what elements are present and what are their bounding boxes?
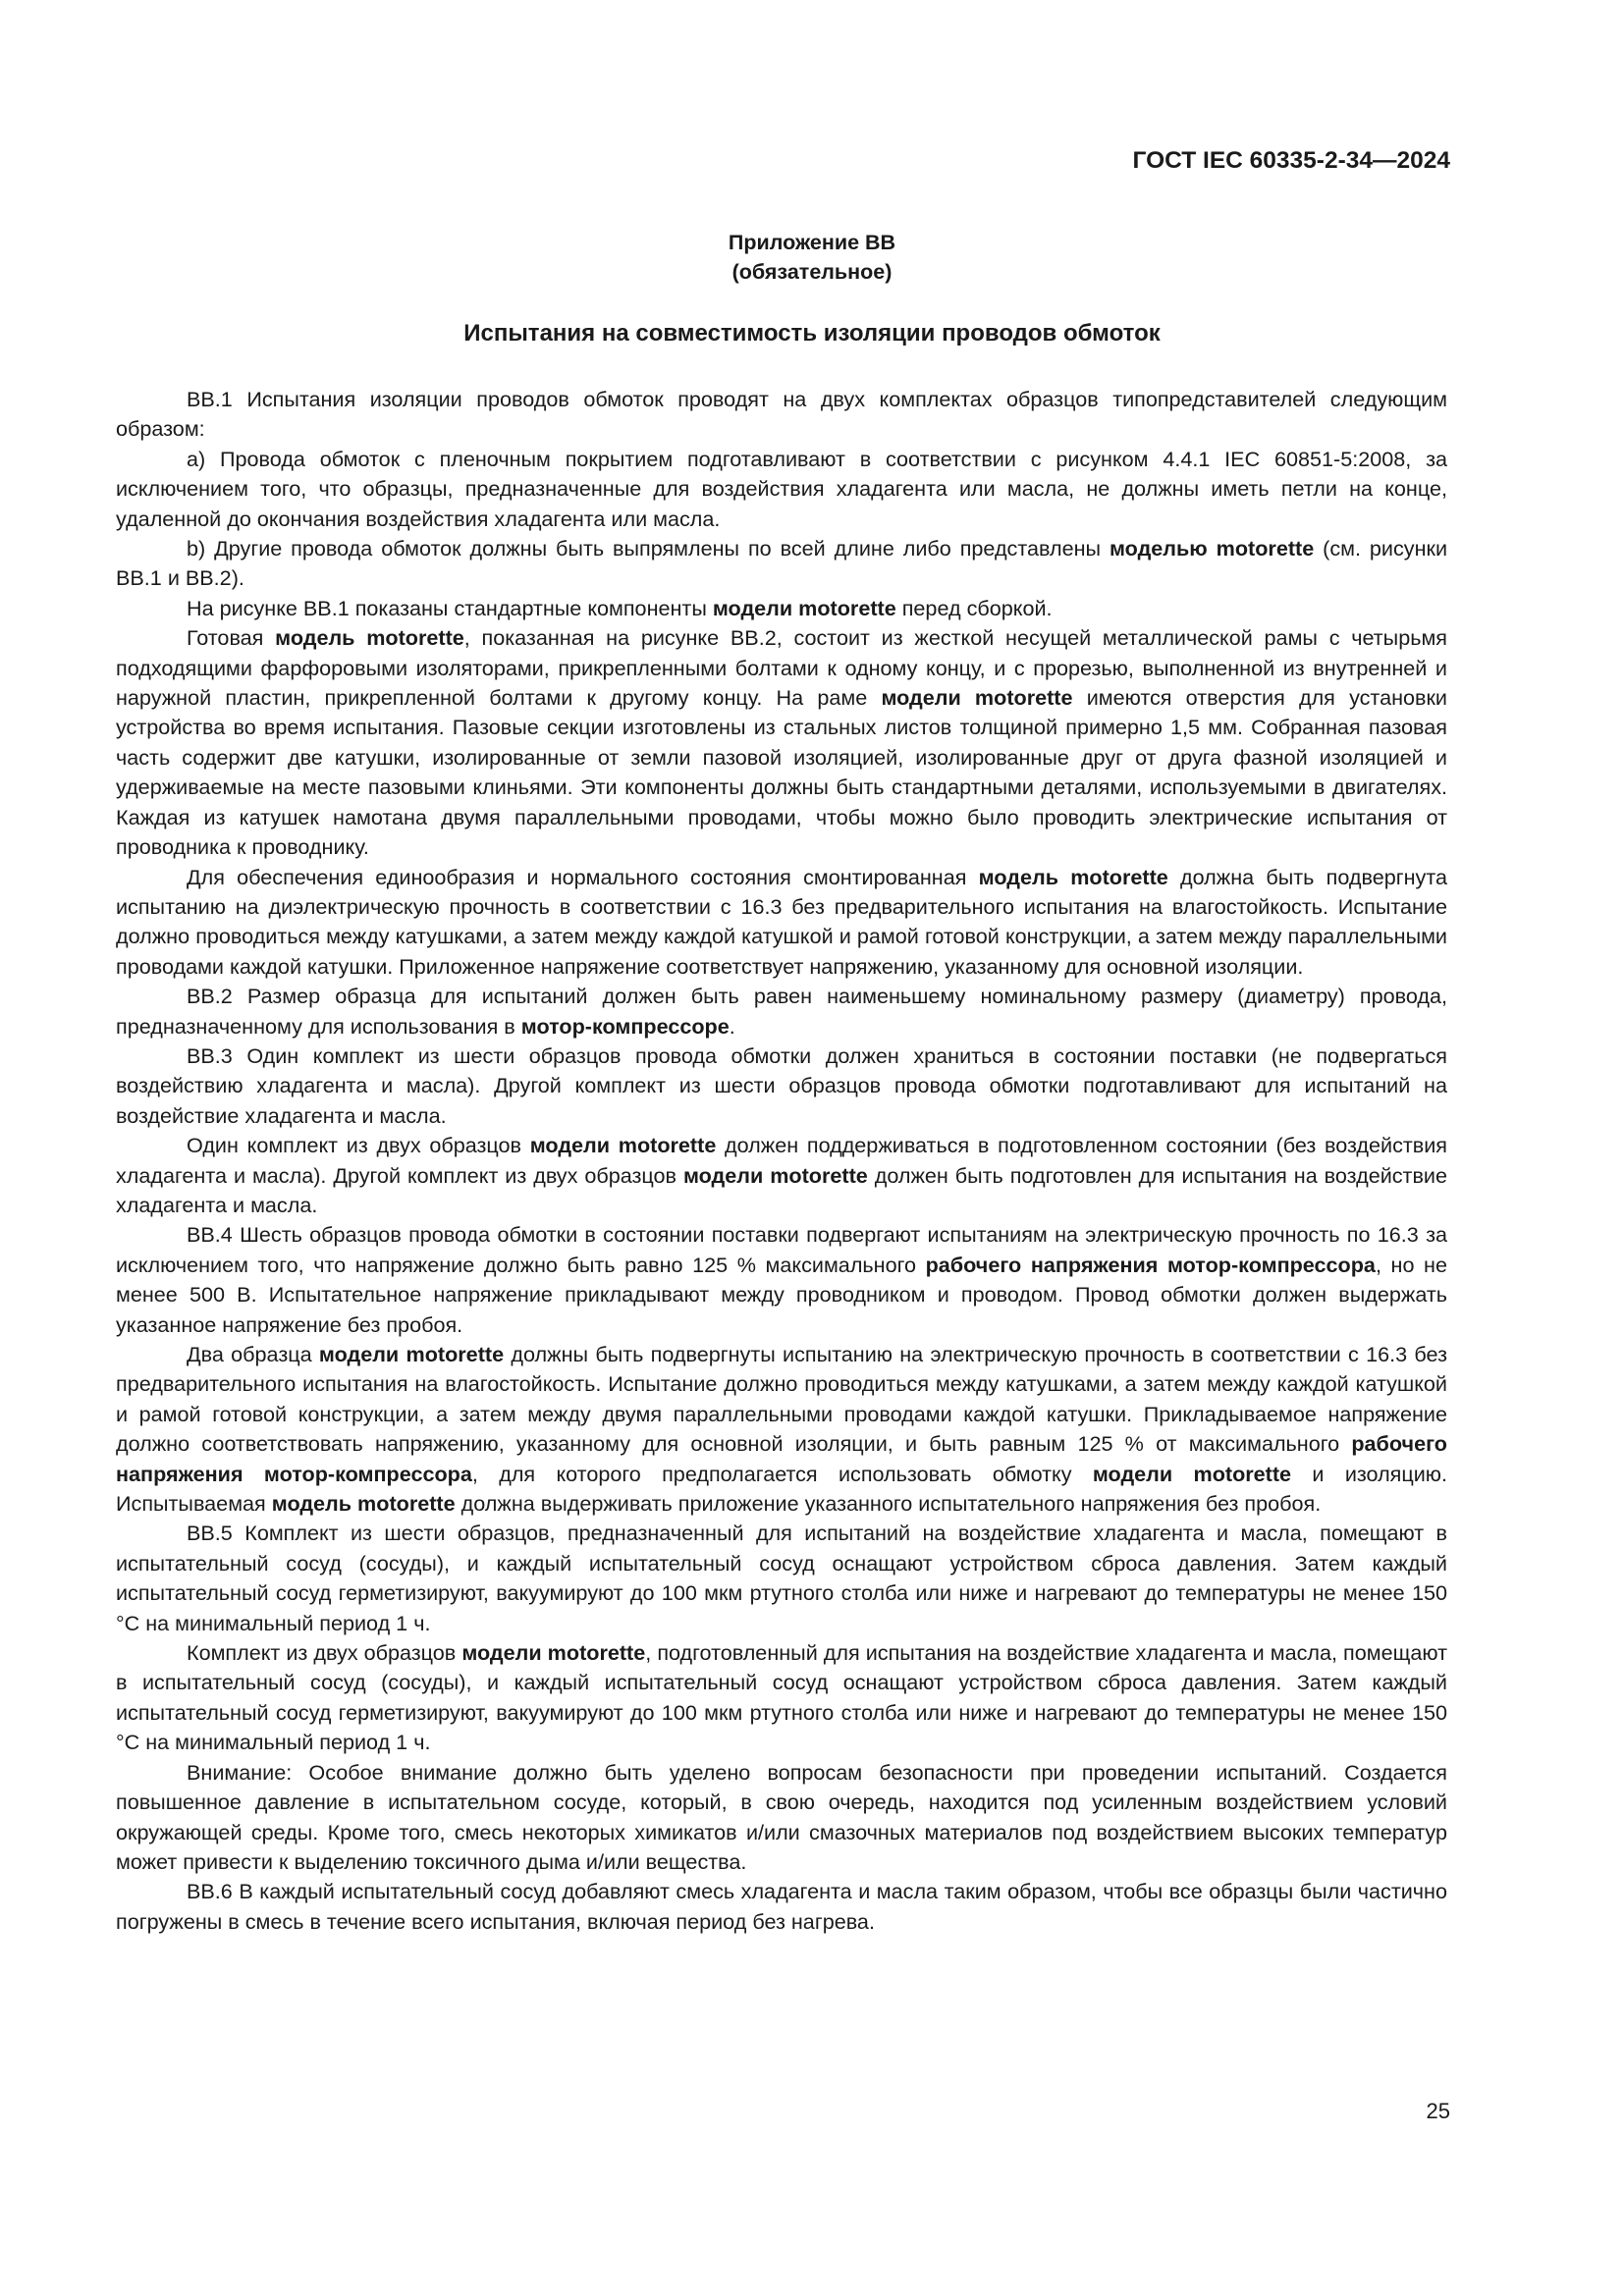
paragraph-bb1-b: b) Другие провода обмоток должны быть выпрямлены по всей длине либо представлены моделью motorette (см. рисунки ВВ.1 и ВВ.2). xyxy=(116,536,1448,591)
paragraph-bb5-motorette: Комплект из двух образцов модели motorette, подготовленный для испытания на воздействие хладагента и масла, помещают в испытательный сосуд (сосуды), и каждый испытательный сосуд оснащают устройством сброса давления. Затем каждый испытательный сосуд герметизируют, вакуумируют до 100 мкм ртутного столба или ниже и нагревают до температуры не менее 150 °С на минимальный период 1 ч. xyxy=(116,1640,1447,1755)
paragraph-uniformity: Для обеспечения единообразия и нормального состояния смонтированная модель motorette должна быть подвергнута испытанию на диэлектрическую прочность в соответствии с 16.3 без предварительного испытания на влагостойкость. Испытание должно проводиться между катушками, а затем между каждой катушкой и рамой готовой конструкции, а затем между параллельными проводами каждой катушки. Приложенное напряжение соответствует напряжению, указанному для основной изоляции. xyxy=(116,864,1447,979)
paragraph-bb4-motorette: Два образца модели motorette должны быть подвергнуты испытанию на электрическую прочность в соответствии с 16.3 без предварительного испытания на влагостойкость. Испытание должно проводиться между катушками, а затем между каждой катушкой и рамой готовой конструкции, а затем между двумя параллельными проводами каждой катушки. Прикладываемое напряжение должно соответствовать напряжению, указанному для основной изоляции, и быть равным 125 % от максимального рабочего напряжения мотор-компрессора, для которого предполагается использовать обмотку модели motorette и изоляцию. Испытываемая модель motorette должна выдерживать приложение указанного испытательного напряжения без пробоя. xyxy=(116,1342,1448,1517)
paragraph-bb4: ВВ.4 Шесть образцов провода обмотки в состоянии поставки подвергают испытаниям на электрическую прочность по 16.3 за исключением того, что напряжение должно быть равно 125 % максимального рабочего напряжения мотор-компрессора, но не менее 500 В. Испытательное напряжение прикладывают между проводником и проводом. Провод обмотки должен выдержать указанное напряжение без пробоя. xyxy=(116,1222,1447,1337)
annex-heading: Испытания на совместимость изоляции проводов обмоток xyxy=(463,320,1161,347)
body-text xyxy=(116,385,1447,1937)
paragraph-bb2: ВВ.2 Размер образца для испытаний должен быть равен наименьшему номинальному размеру (диаметру) провода, предназначенному для использования в мотор-компрессоре. xyxy=(116,984,1447,1039)
paragraph-motorette-description: Готовая модель motorette, показанная на рисунке ВВ.2, состоит из жесткой несущей металлической рамы с четырьмя подходящими фарфоровыми изоляторами, прикрепленными болтами к одному концу, и с прорезью, выполненной из внутренней и наружной пластин, прикрепленной болтами к другому концу. На раме модели motorette имеются отверстия для установки устройства во время испытания. Пазовые секции изготовлены из стальных листов толщиной примерно 1,5 мм. Собранная пазовая часть содержит две катушки, изолированные от земли пазовой изоляцией, изолированные друг от друга фазной изоляцией и удерживаемые на месте пазовыми клиньями. Эти компоненты должны быть стандартными деталями, используемыми в двигателях. Каждая из катушек намотана двумя параллельными проводами, чтобы можно было проводить электрические испытания от проводника к проводнику. xyxy=(116,625,1447,860)
paragraph-bb3: ВВ.3 Один комплект из шести образцов провода обмотки должен храниться в состоянии поставки (не подвергаться воздействию хладагента и масла). Другой комплект из шести образцов провода обмотки подготавливают для испытаний на воздействие хладагента и масла. xyxy=(116,1042,1447,1128)
paragraph-bb3-motorette: Один комплект из двух образцов модели motorette должен поддерживаться в подготовленном состоянии (без воздействия хладагента и масла). Другой комплект из двух образцов модели motorette должен быть подготовлен для испытания на воздействие хладагента и масла. xyxy=(116,1133,1447,1217)
annex-title-block xyxy=(0,228,1624,287)
annex-status: (обязательное) xyxy=(731,260,893,284)
paragraph-warning: Внимание: Особое внимание должно быть уделено вопросам безопасности при проведении испытаний. Создается повышенное давление в испытательном сосуде, который, в свою очередь, находится под усиленным воздействием условий окружающей среды. Кроме того, смесь некоторых химикатов и/или смазочных материалов под воздействием высоких температур может привести к выделению токсичного дыма и/или вещества. xyxy=(116,1759,1447,1874)
paragraph-fig-bb1: На рисунке ВВ.1 показаны стандартные компоненты модели motorette перед сборкой. xyxy=(187,595,1053,620)
annex-label: Приложение ВВ xyxy=(728,231,896,254)
document-code: ГОСТ IEC 60335-2-34—2024 xyxy=(1132,147,1450,174)
paragraph-bb5: ВВ.5 Комплект из шести образцов, предназначенный для испытаний на воздействие хладагента и масла, помещают в испытательный сосуд (сосуды), и каждый испытательный сосуд оснащают устройством сброса давления. Затем каждый испытательный сосуд герметизируют, вакуумируют до 100 мкм ртутного столба или ниже и нагревают до температуры не менее 150 °С на минимальный период 1 ч. xyxy=(116,1521,1447,1635)
paragraph-bb1: ВВ.1 Испытания изоляции проводов обмоток проводят на двух комплектах образцов типопредставителей следующим образом: xyxy=(116,387,1447,442)
page-number: 25 xyxy=(1426,2099,1450,2123)
paragraph-bb6: ВВ.6 В каждый испытательный сосуд добавляют смесь хладагента и масла таким образом, чтобы все образцы были частично погружены в смесь в течение всего испытания, включая период без нагрева. xyxy=(116,1879,1447,1934)
paragraph-bb1-a: а) Провода обмоток с пленочным покрытием подготавливают в соответствии с рисунком 4.4.1 IEC 60851-5:2008, за исключением того, что образцы, предназначенные для воздействия хладагента или масла, не должны иметь петли на конце, удаленной до окончания воздействия хладагента или масла. xyxy=(116,446,1447,531)
